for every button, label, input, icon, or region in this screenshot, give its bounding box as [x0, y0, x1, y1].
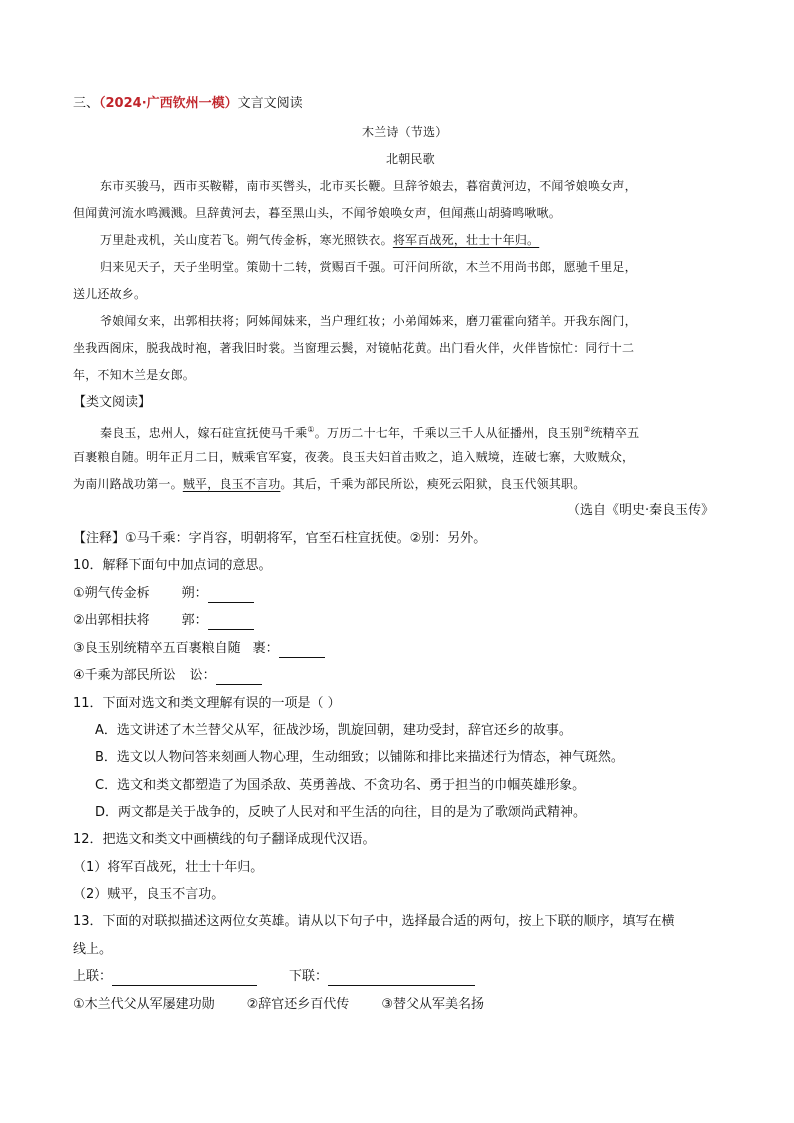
lower-couplet-blank[interactable]: [328, 971, 475, 986]
q12-item: （2）贼平，良玉不言功。: [73, 887, 225, 902]
extra-text: 。其后，千乘为部民所讼，瘐死云阳狱，良玉代领其职。: [280, 477, 586, 491]
answer-blank[interactable]: [208, 615, 254, 630]
section-prefix: 三、: [73, 96, 100, 111]
notes: 【注释】①马千乘：字肖容，明朝将军，官至石柱宣抚使。②别：另外。: [73, 531, 487, 546]
couplet-choice: ②辞官还乡百代传: [246, 997, 350, 1012]
poem-title: 木兰诗（节选）: [362, 125, 448, 139]
lower-couplet-label: 下联：: [289, 969, 329, 984]
poem-line: 但闻黄河流水鸣溅溅。旦辞黄河去，暮至黑山头，不闻爷娘唤女声，但闻燕山胡骑鸣啾啾。: [73, 206, 562, 220]
extra-text: 秦良玉，忠州人，嫁石砫宣抚使马千乘: [100, 426, 308, 440]
poem-line: 年，不知木兰是女郎。: [73, 368, 196, 382]
poem-line: 坐我西阁床，脱我战时袍，著我旧时裳。当窗理云鬓，对镜帖花黄。出门看火伴，火伴皆惊忙：同行十二: [73, 341, 635, 355]
poem-line: [100, 231, 539, 249]
answer-blank[interactable]: [216, 670, 262, 685]
footnote-marker: ①: [307, 425, 315, 434]
question-13-stem-cont: 线上。: [73, 942, 113, 957]
upper-couplet-blank[interactable]: [112, 971, 257, 986]
extra-line: 百裹粮自随。明年正月二日，贼乘官军宴，夜袭。良玉夫妇首击败之，追入贼境，连破七寨，大败贼众，: [73, 450, 635, 464]
q10-item: [73, 612, 254, 630]
extra-reading-heading: 【类文阅读】: [73, 395, 152, 410]
extra-text: 为南川路战功第一。: [73, 477, 183, 491]
extra-text: 。万历二十七年，千乘以三千人从征播州，良玉别: [314, 426, 584, 440]
q10-word: 讼：: [189, 668, 216, 683]
q10-item: [73, 585, 254, 603]
question-11-stem: 11．下面对选文和类文理解有误的一项是（ ）: [73, 696, 341, 711]
q10-word: 朔：: [181, 586, 208, 601]
question-13-stem: 13．下面的对联拟描述这两位女英雄。请从以下句子中，选择最合适的两句，按上下联的顺序，填写在横: [73, 914, 675, 929]
q11-option-b[interactable]: B．选文以人物问答来刻画人物心理，生动细致；以铺陈和排比来描述行为情态，神气斑然。: [95, 750, 624, 765]
q11-option-d[interactable]: D．两文都是关于战争的，反映了人民对和平生活的向往，目的是为了歌颂尚武精神。: [95, 805, 587, 820]
answer-blank[interactable]: [279, 643, 325, 658]
underlined-sentence: 贼平，良玉不言功: [182, 477, 281, 491]
poem-line: 爷娘闻女来，出郭相扶将；阿姊闻妹来，当户理红妆；小弟闻姊来，磨刀霍霍向猪羊。开我东阁门，: [100, 314, 637, 328]
couplet-answer-row: [73, 968, 475, 986]
section-title: 文言文阅读: [237, 96, 303, 111]
section-heading: [73, 95, 303, 113]
couplet-choices: [73, 996, 484, 1014]
q11-option-c[interactable]: C．选文和类文都塑造了为国杀敌、英勇善战、不贪功名、勇于担当的巾帼英雄形象。: [95, 778, 586, 793]
couplet-choice: ③替父从军美名扬: [381, 997, 484, 1012]
couplet-choice: ①木兰代父从军屡建功勋: [73, 997, 215, 1012]
question-10-stem: 10．解释下面句中加点词的意思。: [73, 558, 272, 573]
extra-text: 统精卒五: [590, 426, 640, 440]
q12-item: （1）将军百战死，壮士十年归。: [73, 860, 264, 875]
extra-line: [73, 475, 585, 493]
extra-line: [100, 421, 639, 442]
q10-item: [73, 667, 262, 685]
q10-word: 郭：: [181, 613, 208, 628]
upper-couplet-label: 上联：: [73, 969, 113, 984]
extra-source: （选自《明史·秦良玉传》: [567, 503, 715, 518]
underlined-sentence: 将军百战死，壮士十年归。: [392, 233, 540, 247]
q10-sentence: ③良玉别统精卒五百裹粮自随: [73, 641, 241, 656]
q10-word: 裹：: [252, 641, 279, 656]
footnote-marker: ②: [583, 425, 591, 434]
question-12-stem: 12．把选文和类文中画横线的句子翻译成现代汉语。: [73, 832, 376, 847]
q10-sentence: ④千乘为部民所讼: [73, 668, 176, 683]
poem-line: 归来见天子，天子坐明堂。策勋十二转，赏赐百千强。可汗问所欲，木兰不用尚书郎，愿驰千里足，: [100, 260, 637, 274]
q10-sentence: ①朔气传金柝: [73, 586, 150, 601]
q11-option-a[interactable]: A．选文讲述了木兰替父从军，征战沙场，凯旋回朝，建功受封，辞官还乡的故事。: [95, 723, 572, 738]
poem-text: 万里赴戎机，关山度若飞。朔气传金柝，寒光照铁衣。: [100, 233, 393, 247]
poem-author: 北朝民歌: [386, 152, 435, 166]
poem-line: 送儿还故乡。: [73, 287, 147, 301]
poem-line: 东市买骏马，西市买鞍鞯，南市买辔头，北市买长鞭。旦辞爷娘去，暮宿黄河边，不闻爷娘唤女声，: [100, 179, 637, 193]
answer-blank[interactable]: [208, 588, 254, 603]
q10-sentence: ②出郭相扶将: [73, 613, 150, 628]
q10-item: [73, 640, 325, 658]
source-tag: （2024·广西钦州一模）: [99, 96, 238, 111]
